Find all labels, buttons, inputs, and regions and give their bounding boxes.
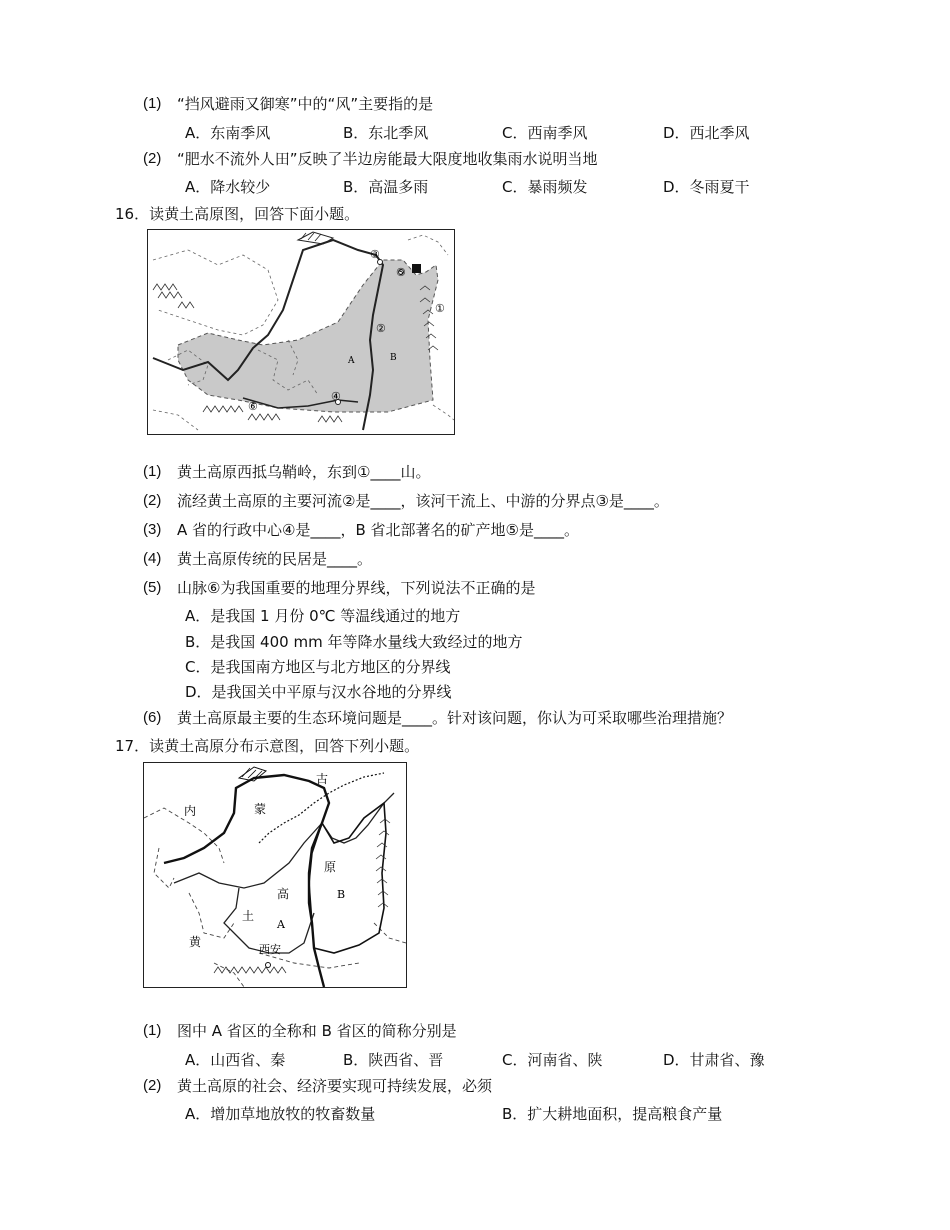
qinling-mountains-icon <box>214 967 286 973</box>
q15-sub1-option-c: C．西南季风 <box>502 124 588 142</box>
q15-sub1-text: “挡风避雨又御寒”中的“风”主要指的是 <box>177 95 434 113</box>
q16-sub5-option-d: D．是我国关中平原与汉水谷地的分界线 <box>185 683 452 701</box>
q15-sub1-option-a: A．东南季风 <box>185 124 271 142</box>
q15-sub2-number: (2) <box>143 150 162 167</box>
q16-title: 16．读黄土高原图，回答下面小题。 <box>115 205 360 223</box>
q17-sub1-option-c: C．河南省、陕 <box>502 1051 603 1069</box>
map-label-b: B <box>390 353 397 363</box>
q17-sub2-text: 黄土高原的社会、经济要实现可持续发展，必须 <box>177 1077 493 1095</box>
q16-sub5-number: (5) <box>143 579 162 596</box>
q16-sub6-text: 黄土高原最主要的生态环境问题是____。针对该问题，你认为可采取哪些治理措施？ <box>177 709 733 727</box>
map-label-xian: 西安 <box>259 943 281 956</box>
q16-sub4-number: (4) <box>143 550 162 567</box>
q16-sub3-text: A 省的行政中心④是____，B 省北部著名的矿产地⑤是____。 <box>177 521 579 539</box>
mountain-symbols-west <box>153 284 194 308</box>
q15-sub2-option-d: D．冬雨夏干 <box>663 178 750 196</box>
map-label-yuan: 原 <box>324 860 337 874</box>
q15-sub2-option-b: B．高温多雨 <box>343 178 429 196</box>
q16-sub5-text: 山脉⑥为我国重要的地理分界线，下列说法不正确的是 <box>177 579 536 597</box>
capital-square-icon <box>412 264 421 273</box>
q17-sub1-number: (1) <box>143 1022 162 1039</box>
q16-sub4-text: 黄土高原传统的民居是____。 <box>177 550 373 568</box>
map-label-6: ⑥ <box>248 400 258 413</box>
q15-sub2-option-c: C．暴雨频发 <box>502 178 588 196</box>
q17-distribution-map <box>143 762 407 988</box>
q15-sub1-option-d: D．西北季风 <box>663 124 750 142</box>
map-label-5: ⑤ <box>396 266 406 279</box>
q16-sub1-number: (1) <box>143 463 162 480</box>
q17-sub1-option-a: A．山西省、秦 <box>185 1051 286 1069</box>
q15-sub1-option-b: B．东北季风 <box>343 124 429 142</box>
q16-sub5-option-a: A．是我国 1 月份 0℃ 等温线通过的地方 <box>185 607 461 625</box>
xian-city-icon <box>266 963 271 968</box>
q17-sub2-option-b: B．扩大耕地面积，提高粮食产量 <box>502 1105 723 1123</box>
q16-sub2-text: 流经黄土高原的主要河流②是____，该河干流上、中游的分界点③是____。 <box>177 492 669 510</box>
map-label-2: ② <box>376 322 386 335</box>
map-label-a: A <box>348 356 355 366</box>
q16-sub1-text: 黄土高原西抵乌鞘岭，东到①____山。 <box>177 463 431 481</box>
map-label-3: ③ <box>370 248 380 261</box>
q16-sub6-number: (6) <box>143 709 162 726</box>
map-label-1: ① <box>435 302 445 315</box>
q16-sub5-option-c: C．是我国南方地区与北方地区的分界线 <box>185 658 451 676</box>
map-label-b: B <box>337 888 346 901</box>
q17-sub2-number: (2) <box>143 1077 162 1094</box>
q16-sub5-option-b: B．是我国 400 mm 年等降水量线大致经过的地方 <box>185 633 523 651</box>
q15-sub1-number: (1) <box>143 95 162 112</box>
q15-sub2-text: “肥水不流外人田”反映了半边房能最大限度地收集雨水说明当地 <box>177 150 598 168</box>
map-label-4: ④ <box>331 390 341 403</box>
map-label-nei: 内 <box>184 804 197 818</box>
q17-sub1-option-b: B．陕西省、晋 <box>343 1051 444 1069</box>
map-label-huang: 黄 <box>189 935 202 949</box>
q17-sub1-text: 图中 A 省区的全称和 B 省区的简称分别是 <box>177 1022 457 1040</box>
q17-sub1-option-d: D．甘肃省、豫 <box>663 1051 765 1069</box>
q16-loess-plateau-map <box>147 229 455 435</box>
q16-sub3-number: (3) <box>143 521 162 538</box>
province-b-outline <box>309 803 386 953</box>
map-label-gao: 高 <box>277 887 290 901</box>
map-label-gu: 古 <box>316 772 329 786</box>
q15-sub2-option-a: A．降水较少 <box>185 178 271 196</box>
q17-title: 17．读黄土高原分布示意图，回答下列小题。 <box>115 737 420 755</box>
plateau-region <box>178 260 438 412</box>
map-label-tu: 土 <box>242 909 255 923</box>
map-label-meng: 蒙 <box>254 802 267 816</box>
q17-sub2-option-a: A．增加草地放牧的牧畜数量 <box>185 1105 376 1123</box>
map-label-a: A <box>277 918 285 931</box>
q16-sub2-number: (2) <box>143 492 162 509</box>
